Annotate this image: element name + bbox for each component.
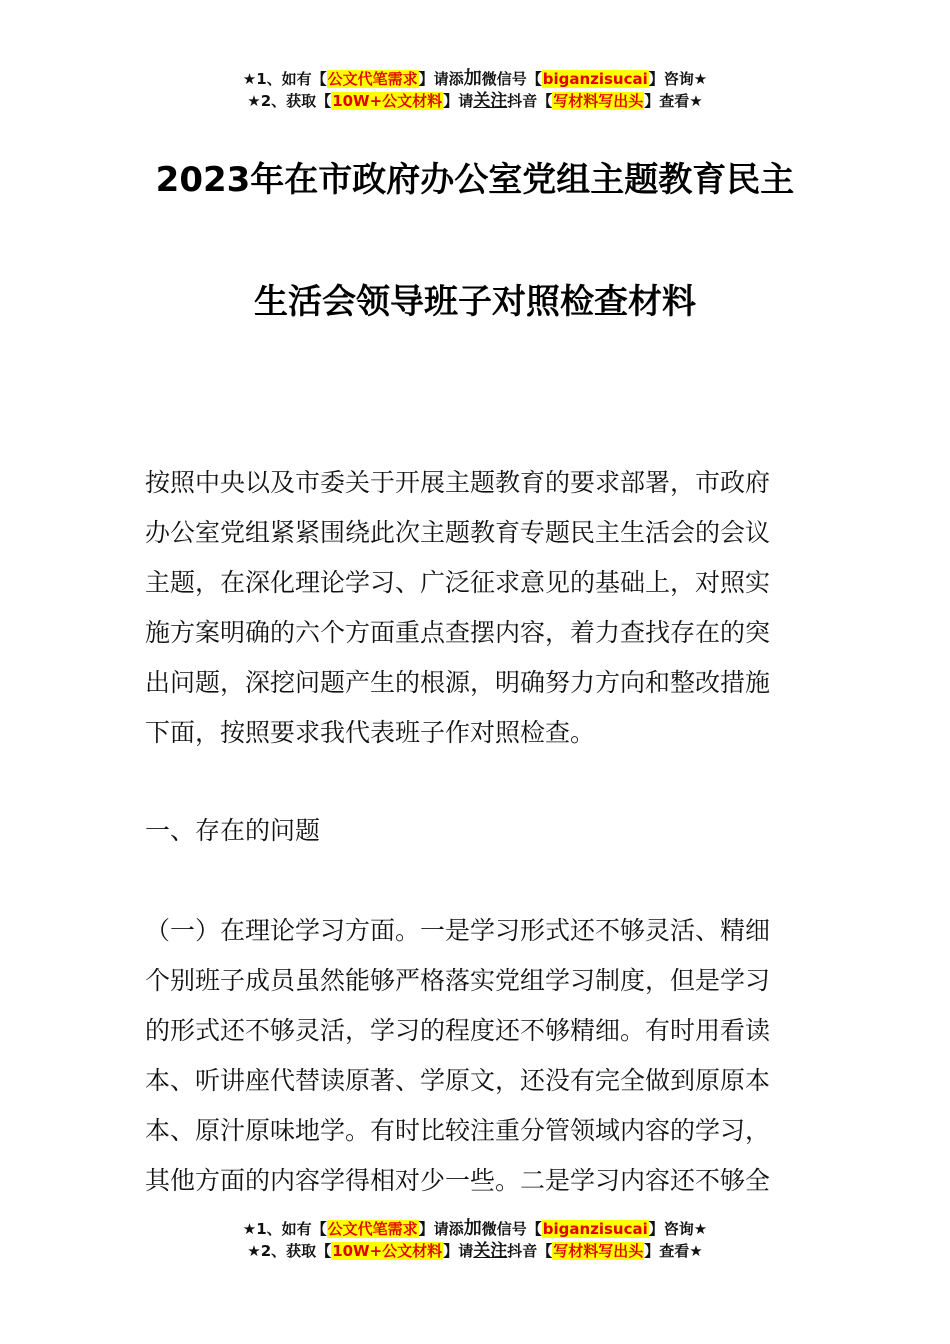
paragraph-line: 的形式还不够灵活，学习的程度还不够精细。有时用看读 (145, 1016, 771, 1045)
section-heading-text: 一、存在的问题 (145, 816, 321, 845)
banner-text: ★2、获取【 (247, 1242, 332, 1260)
banner-text: 关注 (473, 1241, 508, 1261)
paragraph-line: 办公室党组紧紧围绕此次主题教育专题民主生活会的会议 (145, 518, 771, 547)
highlight-douyin: 写材料写出头 (553, 92, 644, 110)
banner-line-2 (0, 90, 950, 112)
banner-text: 加 (463, 1218, 482, 1239)
theory-study-paragraph (145, 906, 825, 1206)
banner-text: ★1、如有【 (242, 1220, 327, 1238)
paragraph-line: 施方案明确的六个方面重点查摆内容，着力查找存在的突 (145, 618, 771, 647)
highlight-materials: 10W+公文材料 (332, 92, 443, 110)
top-banner (0, 68, 950, 112)
document-title-line-1: 2023年在市政府办公室党组主题教育民主 (155, 160, 795, 200)
paragraph-line: 下面，按照要求我代表班子作对照检查。 (145, 718, 596, 747)
banner-text: ★1、如有【 (242, 70, 327, 88)
highlight-service: 公文代笔需求 (327, 70, 418, 88)
paragraph-line: 其他方面的内容学得相对少一些。二是学习内容还不够全 (145, 1166, 771, 1195)
highlight-materials: 10W+公文材料 (332, 1242, 443, 1260)
paragraph-line: 主题，在深化理论学习、广泛征求意见的基础上，对照实 (145, 568, 771, 597)
paragraph-line: 本、原汁原味地学。有时比较注重分管领域内容的学习， (145, 1116, 771, 1145)
highlight-douyin: 写材料写出头 (553, 1242, 644, 1260)
banner-text: 微信号【 (481, 1220, 542, 1238)
section-heading (145, 806, 825, 856)
paragraph-line: （一）在理论学习方面。一是学习形式还不够灵活、精细 (145, 916, 771, 945)
banner-text: 】请添 (418, 70, 464, 88)
banner-text: 关注 (473, 91, 508, 111)
intro-paragraph (145, 458, 825, 758)
paragraph-line: 个别班子成员虽然能够严格落实党组学习制度，但是学习 (145, 966, 771, 995)
document-title-line-2: 生活会领导班子对照检查材料 (254, 282, 696, 322)
highlight-wechat-id: biganzisucai (542, 1220, 648, 1238)
banner-text: 】咨询★ (648, 70, 708, 88)
banner-line-2 (0, 1240, 950, 1262)
paragraph-line: 本、听讲座代替读原著、学原文，还没有完全做到原原本 (145, 1066, 771, 1095)
banner-text: ★2、获取【 (247, 92, 332, 110)
banner-text: 微信号【 (481, 70, 542, 88)
banner-text: 抖音【 (507, 92, 553, 110)
banner-text: 加 (463, 68, 482, 89)
highlight-service: 公文代笔需求 (327, 1220, 418, 1238)
paragraph-line: 按照中央以及市委关于开展主题教育的要求部署，市政府 (145, 468, 771, 497)
banner-text: 】请 (443, 1242, 474, 1260)
highlight-wechat-id: biganzisucai (542, 70, 648, 88)
banner-text: 抖音【 (507, 1242, 553, 1260)
paragraph-line: 出问题，深挖问题产生的根源，明确努力方向和整改措施 (145, 668, 771, 697)
banner-text: 】查看★ (644, 1242, 703, 1260)
banner-line-1 (0, 1218, 950, 1240)
banner-text: 】咨询★ (648, 1220, 708, 1238)
banner-line-1 (0, 68, 950, 90)
banner-text: 】请 (443, 92, 474, 110)
bottom-banner (0, 1218, 950, 1262)
banner-text: 】请添 (418, 1220, 464, 1238)
banner-text: 】查看★ (644, 92, 703, 110)
